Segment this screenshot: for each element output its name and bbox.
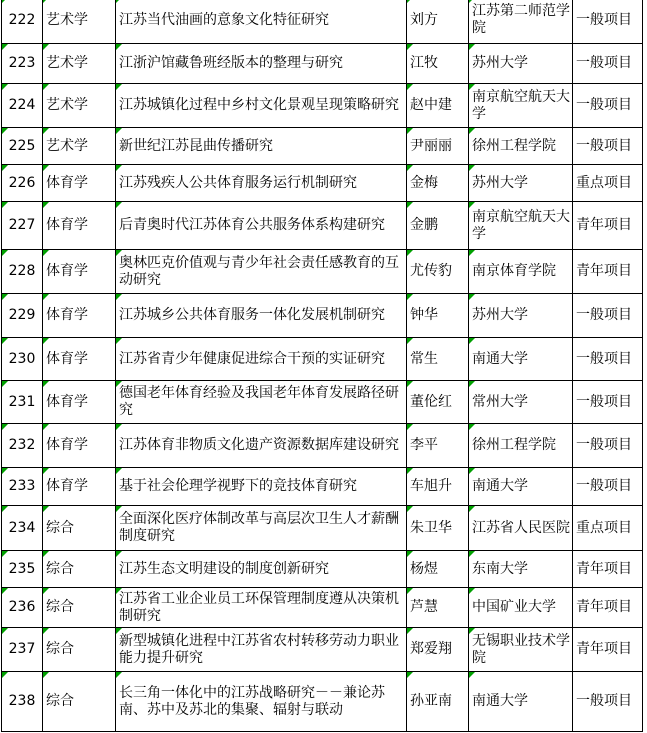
table-row	[2, 84, 643, 128]
table-row	[2, 0, 643, 44]
row-title: 德国老年体育经验及我国老年体育发展路径研究	[116, 381, 407, 424]
table-row	[2, 506, 643, 551]
row-title: 江苏城镇化过程中乡村文化景观呈现策略研究	[116, 84, 407, 128]
row-title: 长三角一体化中的江苏战略研究－－兼论苏南、苏中及苏北的集聚、辐射与联动	[116, 672, 407, 732]
row-project-type: 一般项目	[573, 672, 643, 732]
row-project-type: 重点项目	[573, 165, 643, 202]
row-person: 李平	[407, 424, 469, 468]
row-organization: 南京航空航天大学	[469, 84, 573, 128]
row-title: 江苏体育非物质文化遗产资源数据库建设研究	[116, 424, 407, 468]
row-number: 227	[2, 202, 43, 250]
row-discipline: 艺术学	[43, 84, 116, 128]
row-number: 232	[2, 424, 43, 468]
row-organization: 徐州工程学院	[469, 128, 573, 165]
row-person: 金鹏	[407, 202, 469, 250]
row-title: 江浙沪馆藏鲁班经版本的整理与研究	[116, 44, 407, 84]
row-title: 江苏生态文明建设的制度创新研究	[116, 551, 407, 588]
row-number: 223	[2, 44, 43, 84]
row-organization: 东南大学	[469, 551, 573, 588]
table-row	[2, 672, 643, 732]
row-number: 228	[2, 250, 43, 294]
row-title: 全面深化医疗体制改革与高层次卫生人才薪酬制度研究	[116, 506, 407, 551]
row-person: 董伦红	[407, 381, 469, 424]
row-number: 233	[2, 468, 43, 506]
row-project-type: 一般项目	[573, 44, 643, 84]
row-discipline: 体育学	[43, 165, 116, 202]
row-organization: 江苏省人民医院	[469, 506, 573, 551]
row-discipline: 艺术学	[43, 0, 116, 44]
row-organization: 常州大学	[469, 381, 573, 424]
row-number: 237	[2, 628, 43, 672]
table-row	[2, 202, 643, 250]
row-title: 奥林匹克价值观与青少年社会责任感教育的互动研究	[116, 250, 407, 294]
row-project-type: 一般项目	[573, 424, 643, 468]
row-discipline: 综合	[43, 628, 116, 672]
row-title: 新世纪江苏昆曲传播研究	[116, 128, 407, 165]
row-number: 224	[2, 84, 43, 128]
row-project-type: 青年项目	[573, 250, 643, 294]
row-title: 江苏省青少年健康促进综合干预的实证研究	[116, 338, 407, 381]
row-title: 新型城镇化进程中江苏省农村转移劳动力职业能力提升研究	[116, 628, 407, 672]
row-organization: 徐州工程学院	[469, 424, 573, 468]
row-project-type: 青年项目	[573, 628, 643, 672]
table-row	[2, 44, 643, 84]
row-organization: 苏州大学	[469, 294, 573, 338]
row-person: 杨煜	[407, 551, 469, 588]
row-title: 江苏城乡公共体育服务一体化发展机制研究	[116, 294, 407, 338]
row-discipline: 艺术学	[43, 44, 116, 84]
row-person: 朱卫华	[407, 506, 469, 551]
row-person: 常生	[407, 338, 469, 381]
row-number: 231	[2, 381, 43, 424]
project-table	[1, 0, 643, 732]
table-row	[2, 338, 643, 381]
row-number: 226	[2, 165, 43, 202]
row-number: 235	[2, 551, 43, 588]
row-title: 江苏残疾人公共体育服务运行机制研究	[116, 165, 407, 202]
row-person: 赵中建	[407, 84, 469, 128]
row-discipline: 体育学	[43, 250, 116, 294]
table-row	[2, 551, 643, 588]
row-organization: 南通大学	[469, 468, 573, 506]
row-discipline: 综合	[43, 588, 116, 628]
row-discipline: 综合	[43, 551, 116, 588]
row-person: 尤传豹	[407, 250, 469, 294]
row-person: 车旭升	[407, 468, 469, 506]
row-number: 225	[2, 128, 43, 165]
table-row	[2, 468, 643, 506]
row-project-type: 一般项目	[573, 0, 643, 44]
row-title: 江苏省工业企业员工环保管理制度遵从决策机制研究	[116, 588, 407, 628]
row-person: 刘方	[407, 0, 469, 44]
table-row	[2, 165, 643, 202]
row-organization: 苏州大学	[469, 44, 573, 84]
row-organization: 无锡职业技术学院	[469, 628, 573, 672]
row-project-type: 重点项目	[573, 506, 643, 551]
row-discipline: 体育学	[43, 468, 116, 506]
row-project-type: 一般项目	[573, 128, 643, 165]
row-organization: 苏州大学	[469, 165, 573, 202]
table-row	[2, 424, 643, 468]
row-number: 238	[2, 672, 43, 732]
row-project-type: 青年项目	[573, 551, 643, 588]
row-organization: 南通大学	[469, 672, 573, 732]
row-project-type: 青年项目	[573, 588, 643, 628]
row-person: 芦慧	[407, 588, 469, 628]
row-discipline: 体育学	[43, 381, 116, 424]
row-discipline: 综合	[43, 672, 116, 732]
row-person: 尹丽丽	[407, 128, 469, 165]
table-row	[2, 250, 643, 294]
table-row	[2, 588, 643, 628]
row-person: 江牧	[407, 44, 469, 84]
row-discipline: 艺术学	[43, 128, 116, 165]
row-person: 郑爱翔	[407, 628, 469, 672]
row-project-type: 一般项目	[573, 381, 643, 424]
row-project-type: 一般项目	[573, 294, 643, 338]
row-discipline: 综合	[43, 506, 116, 551]
table-row	[2, 128, 643, 165]
row-project-type: 一般项目	[573, 84, 643, 128]
row-organization: 南京航空航天大学	[469, 202, 573, 250]
table-row	[2, 294, 643, 338]
row-project-type: 一般项目	[573, 468, 643, 506]
row-discipline: 体育学	[43, 338, 116, 381]
row-project-type: 青年项目	[573, 202, 643, 250]
row-discipline: 体育学	[43, 202, 116, 250]
row-number: 234	[2, 506, 43, 551]
row-title: 基于社会伦理学视野下的竞技体育研究	[116, 468, 407, 506]
row-person: 金梅	[407, 165, 469, 202]
row-title: 江苏当代油画的意象文化特征研究	[116, 0, 407, 44]
row-number: 222	[2, 0, 43, 44]
row-organization: 南通大学	[469, 338, 573, 381]
row-person: 钟华	[407, 294, 469, 338]
row-number: 230	[2, 338, 43, 381]
row-number: 229	[2, 294, 43, 338]
table-row	[2, 628, 643, 672]
row-project-type: 一般项目	[573, 338, 643, 381]
row-title: 后青奥时代江苏体育公共服务体系构建研究	[116, 202, 407, 250]
row-organization: 南京体育学院	[469, 250, 573, 294]
row-organization: 中国矿业大学	[469, 588, 573, 628]
row-person: 孙亚南	[407, 672, 469, 732]
row-discipline: 体育学	[43, 294, 116, 338]
row-number: 236	[2, 588, 43, 628]
table-row	[2, 381, 643, 424]
row-discipline: 体育学	[43, 424, 116, 468]
row-organization: 江苏第二师范学院	[469, 0, 573, 44]
